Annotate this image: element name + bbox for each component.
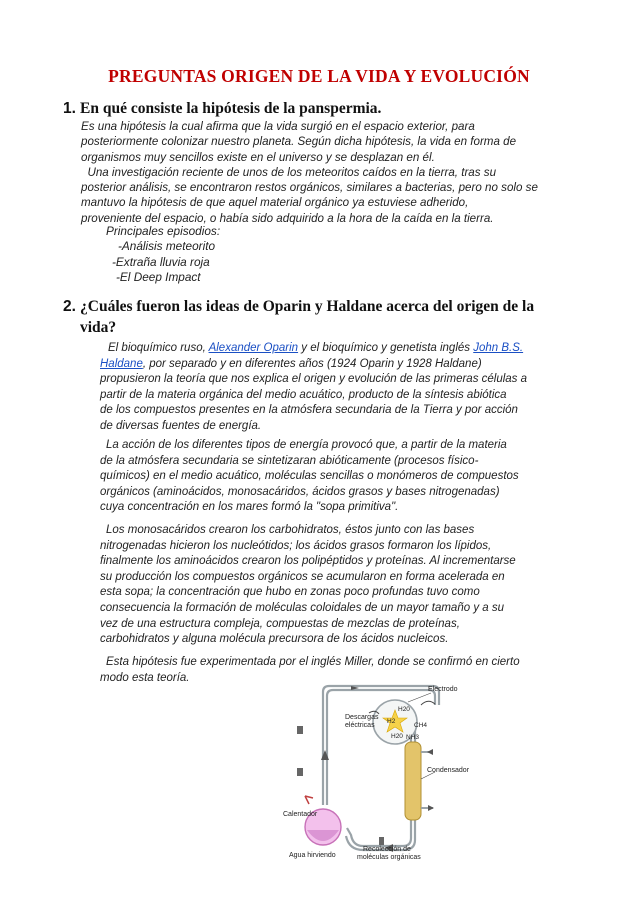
label-ch4: CH4 — [414, 722, 428, 729]
text-line: posteriormente colonizar nuestro planeta. Según dicha hipótesis, la vida en forma de — [81, 135, 517, 149]
answer-1-paragraph — [81, 119, 601, 226]
text-line: vez de una estructura compleja, compuestas de mezclas de proteínas, — [100, 617, 460, 630]
text-line: Los monosacáridos crearon los carbohidratos, éstos junto con las bases — [106, 524, 475, 536]
episodes-heading: Principales episodios: — [106, 224, 221, 238]
text-line: de los compuestos presentes en la atmósfera secundaria de la Tierra y por acción — [100, 404, 518, 417]
text-line: Es una hipótesis la cual afirma que la vida surgió en el espacio exterior, para — [81, 120, 475, 133]
question-text: ¿Cuáles fueron las ideas de Oparin y Haldane acerca del origen de la — [80, 298, 535, 315]
episode-item: -Análisis meteorito — [118, 239, 216, 253]
label-h2o-top: H20 — [398, 706, 410, 713]
text-line: orgánicos (aminoácidos, monosacáridos, ácidos grasos y bases nitrogenadas) — [100, 485, 500, 498]
question-2-heading — [63, 296, 603, 338]
condenser — [405, 742, 421, 820]
question-1-heading — [63, 98, 583, 119]
electrode-pointer — [408, 693, 431, 702]
text-line: finalmente los aminoácidos crearon los polipéptidos y proteínas. Al incrementarse — [100, 555, 516, 568]
label-agua-hirviendo: Agua hirviendo — [289, 852, 336, 859]
label-moleculas-organicas: moléculas orgánicas — [357, 854, 421, 861]
text-line: esta sopa; la concentración que hubo en zonas poco profundas tuvo como — [100, 586, 480, 599]
page-title: PREGUNTAS ORIGEN DE LA VIDA Y EVOLUCIÓN — [108, 66, 530, 86]
text-line: carbohidratos y alguna molécula precursora de los ácidos nucleicos. — [100, 633, 449, 646]
valve-icon — [379, 837, 384, 845]
valve-icon — [297, 768, 303, 776]
text-line: proveniente del espacio, o había sido adquirido a la hora de la caída en la tierra. — [81, 211, 494, 225]
text-line: propusieron la teoría que nos explica el origen y evolución de las primeras células a — [100, 373, 528, 386]
text-line: su producción los compuestos orgánicos se acumularon en forma acelerada en — [100, 570, 505, 583]
text-line: químicos) en el medio acuático, moléculas sencillas o monómeros de compuestos — [100, 470, 519, 483]
answer-2-paragraph-1 — [100, 341, 592, 435]
label-h2: H2 — [387, 718, 396, 725]
arrow-icon — [427, 749, 433, 755]
label-nh3: NH3 — [406, 734, 420, 741]
text-line: de la atmósfera secundaria se sintetizaran abióticamente (procesos físico- — [100, 454, 479, 467]
text-line: consecuencia la formación de moléculas coloidales de un mayor tamaño y a su — [100, 601, 504, 614]
miller-experiment-diagram — [283, 680, 470, 861]
label-electricas: eléctricas — [345, 722, 375, 729]
question-number: 2. — [63, 298, 76, 315]
text-line: partir de la materia orgánica del medio acuático, producto de la síntesis abiótica — [100, 388, 507, 401]
text-line: posterior análisis, se encontraron restos orgánicos, similares a bacterias, pero no solo se — [81, 181, 538, 195]
text-line: de diversas fuentes de energía. — [100, 419, 262, 432]
question-text: En qué consiste la hipótesis de la panspermia. — [80, 100, 382, 117]
label-calentador: Calentador — [283, 811, 318, 818]
label-recoleccion: Recolección de — [363, 846, 411, 853]
text-run: , por separado y en diferentes años (1924 Oparin y 1928 Haldane) — [142, 357, 482, 370]
text-line: Una investigación reciente de unos de los meteoritos caídos en la tierra, tras su — [81, 165, 497, 179]
label-condensador: Condensador — [427, 767, 470, 774]
text-line: mantuvo la hipótesis de que aquel material orgánico ya estuviese adherido, — [81, 196, 469, 210]
label-h2o-bottom: H20 — [391, 733, 403, 740]
heater-icon — [305, 796, 313, 804]
question-text: vida? — [80, 319, 117, 336]
electrode-wire-right — [421, 701, 435, 705]
valve-icon — [297, 726, 303, 734]
arrow-icon — [428, 805, 434, 811]
label-electrodo: Electrodo — [428, 686, 458, 693]
link-alexander-oparin[interactable]: Alexander Oparin — [208, 342, 299, 354]
text-run: y el bioquímico y genetista inglés — [298, 342, 474, 354]
text-line: Esta hipótesis fue experimentada por el inglés Miller, donde se confirmó en cierto — [106, 656, 520, 668]
label-descargas: Descargas — [345, 714, 379, 721]
text-line: modo esta teoría. — [100, 671, 190, 684]
link-john-haldane[interactable]: Haldane — [100, 357, 143, 370]
episode-item: -El Deep Impact — [116, 270, 201, 284]
link-john-haldane[interactable]: John B.S. — [473, 342, 524, 354]
text-line: nitrogenadas hicieron los nucleótidos; los ácidos grasos formaron los lípidos, — [100, 539, 492, 552]
answer-2-paragraph-3 — [100, 523, 592, 648]
text-line: organismos muy sencillos existe en el universo y se desplazan en él. — [81, 150, 435, 164]
text-run: El bioquímico ruso, — [108, 342, 209, 354]
text-line: cuya concentración en los mares formó la "sopa primitiva". — [100, 501, 399, 514]
answer-2-paragraph-2 — [100, 438, 592, 516]
text-line: La acción de los diferentes tipos de energía provocó que, a partir de la materia — [106, 439, 507, 451]
question-number: 1. — [63, 100, 76, 117]
episode-item: -Extraña lluvia roja — [112, 255, 210, 269]
